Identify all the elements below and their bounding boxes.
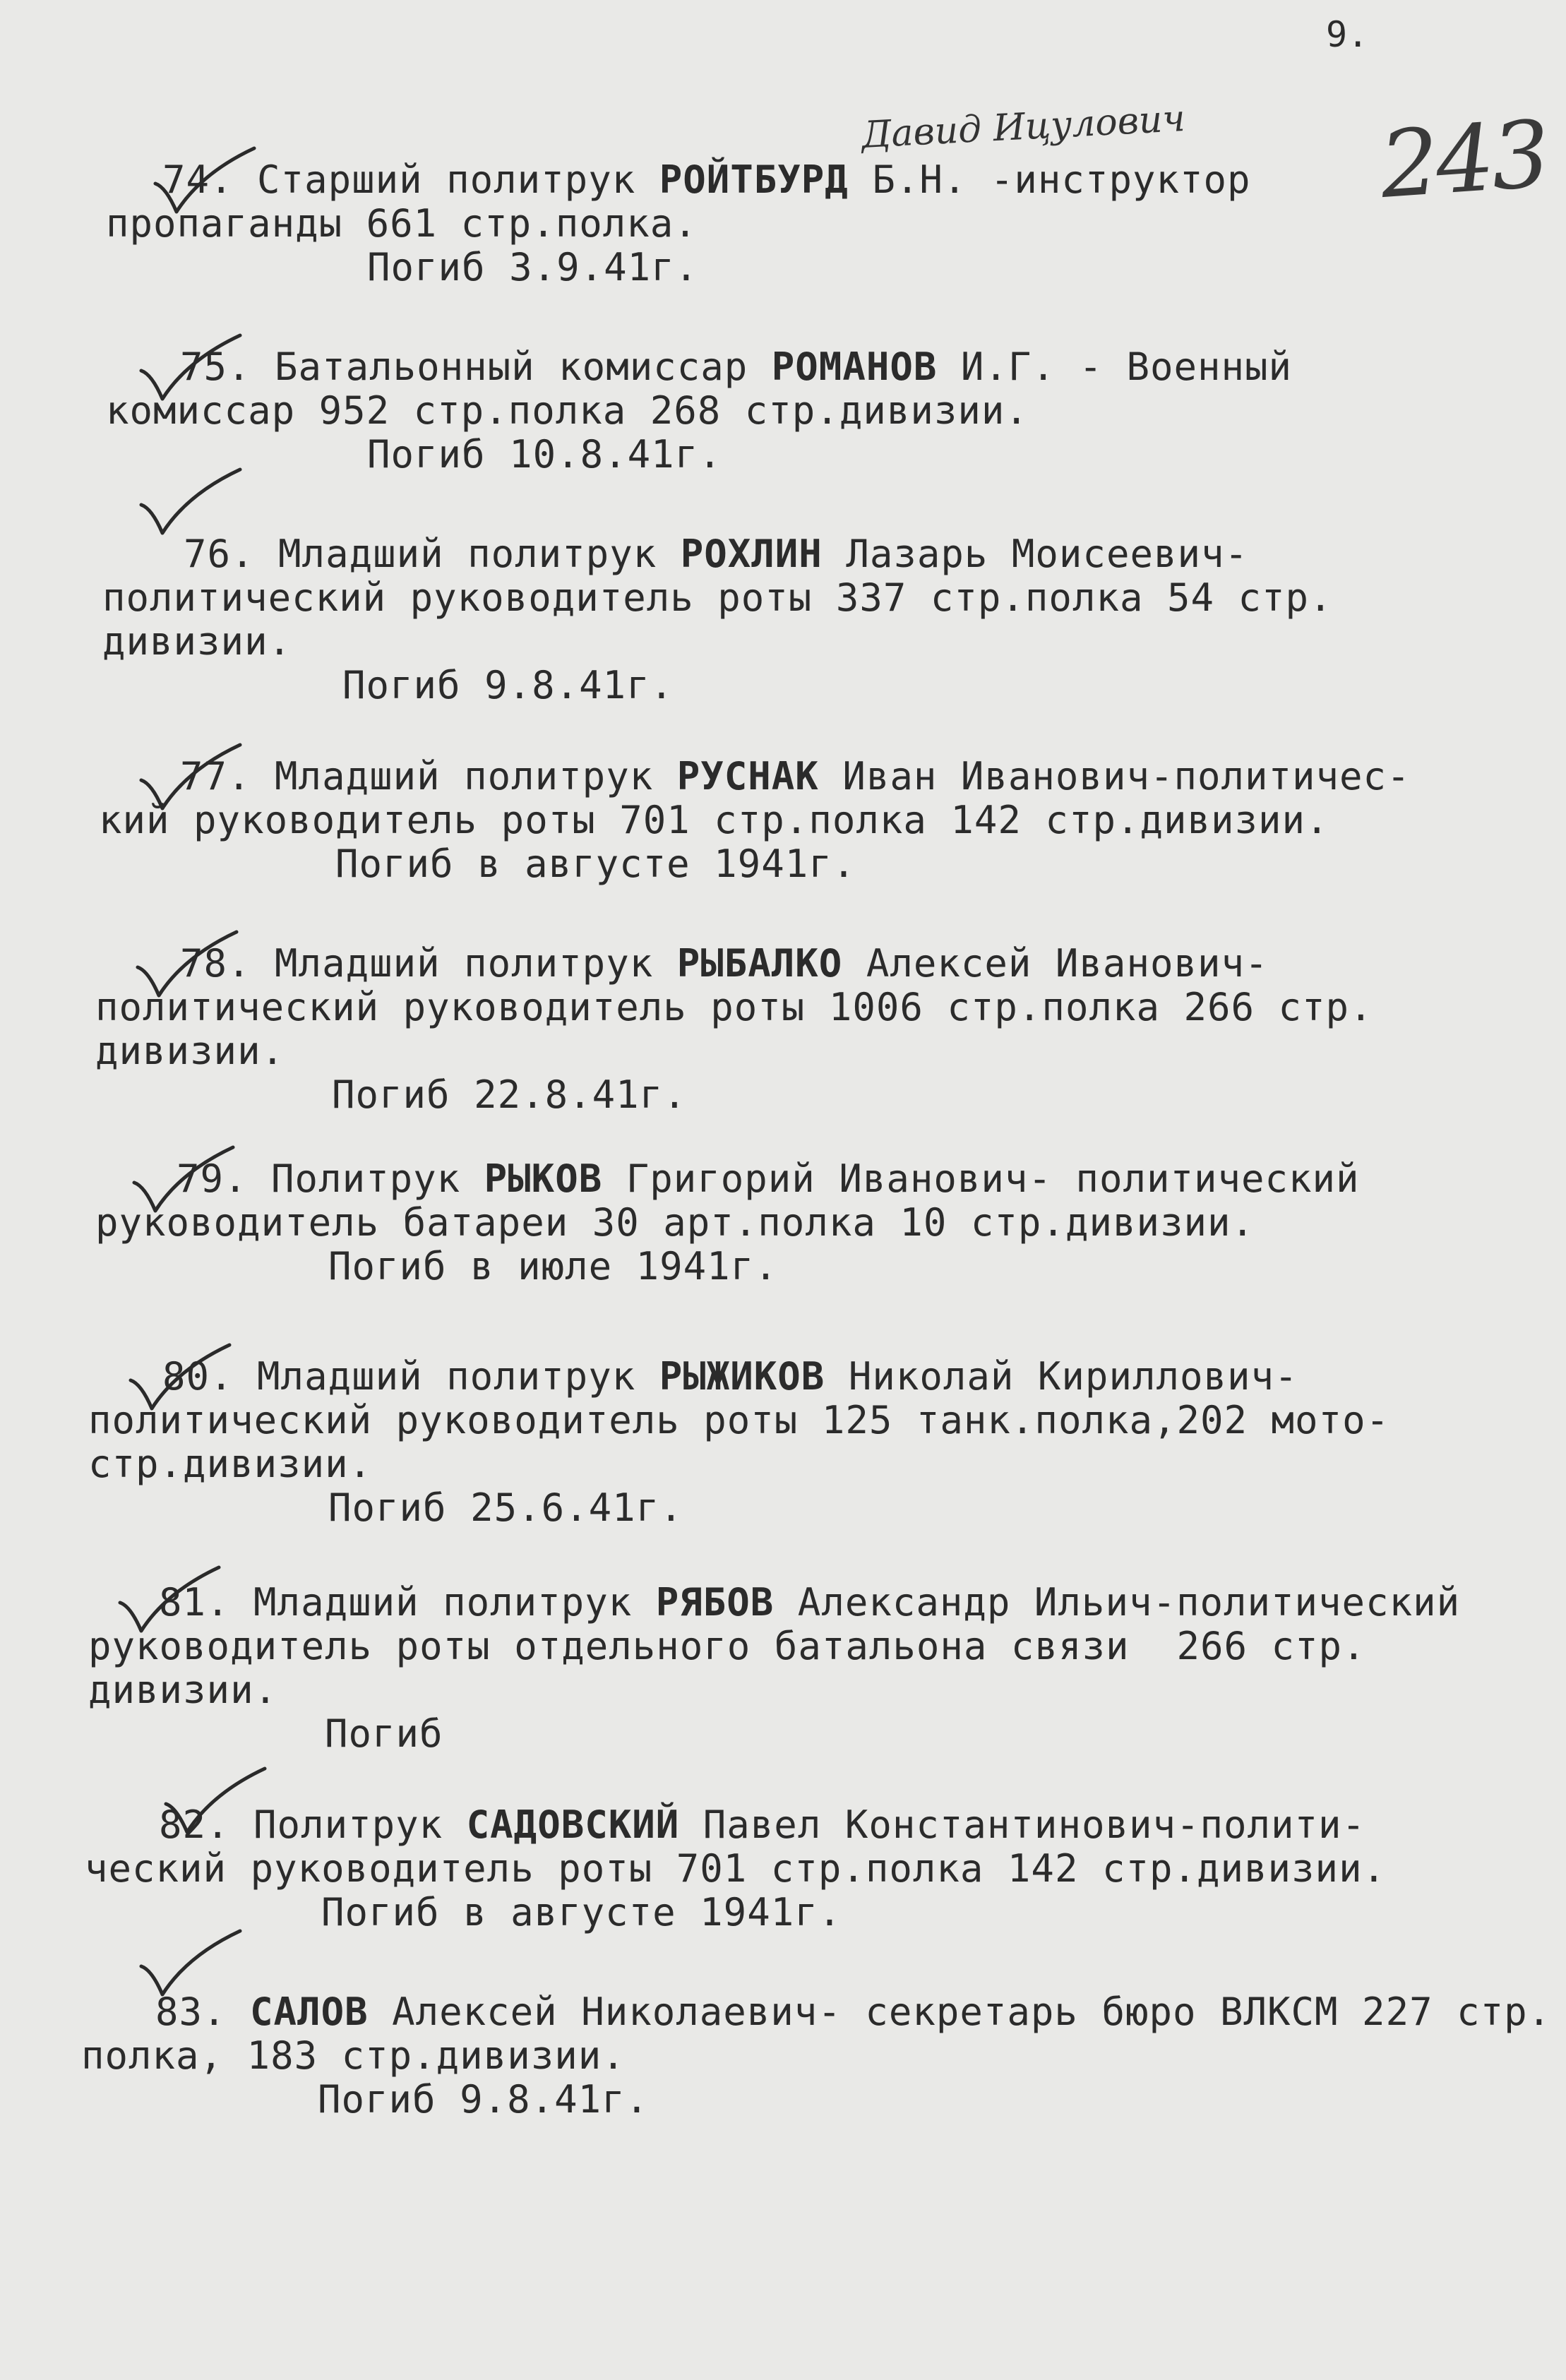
entry-number: 75. bbox=[180, 345, 275, 389]
handwritten-note: Давид Ицулович bbox=[860, 97, 1187, 157]
entry-death-date: Погиб 9.8.41г. bbox=[318, 2077, 650, 2122]
entry-line-2: руководитель батареи 30 арт.полка 10 стр.дивизии. bbox=[95, 1200, 1255, 1245]
check-mark-icon bbox=[127, 1341, 233, 1419]
entry-surname: РЫБАЛКО bbox=[676, 941, 843, 986]
entry-line-1 bbox=[180, 943, 1269, 985]
entry-number: 78. bbox=[180, 941, 275, 986]
check-mark-icon bbox=[134, 928, 240, 1006]
check-mark-icon bbox=[138, 1927, 244, 2005]
entry-death-date: Погиб bbox=[325, 1711, 443, 1756]
entry-name-position: Иван Иванович-политичес- bbox=[818, 754, 1411, 799]
entry-rank: Младший политрук bbox=[278, 532, 681, 576]
entry-line-3: дивизии. bbox=[102, 619, 292, 664]
entry-surname: САДОВСКИЙ bbox=[466, 1802, 680, 1847]
entry-surname: РЫКОВ bbox=[484, 1156, 603, 1201]
entry-number: 77. bbox=[180, 754, 275, 799]
entry-death-date: Погиб в июле 1941г. bbox=[328, 1244, 778, 1288]
check-mark-icon bbox=[131, 1144, 237, 1221]
entry-line-1 bbox=[180, 346, 1292, 388]
entry-line-1 bbox=[159, 1581, 1460, 1624]
entry-rank: Старший политрук bbox=[257, 157, 659, 202]
check-mark-icon bbox=[116, 1564, 222, 1642]
entry-surname: РУСНАК bbox=[676, 754, 819, 799]
entry-surname: РОМАНОВ bbox=[771, 345, 938, 389]
entry-name-position: Лазарь Моисеевич- bbox=[822, 532, 1249, 576]
entry-name-position: Алексей Иванович- bbox=[842, 941, 1269, 986]
entry-name-position: Алексей Николаевич- секретарь бюро ВЛКСМ 227 стр. bbox=[368, 1990, 1552, 2034]
entry-line-2: политический руководитель роты 1006 стр.полка 266 стр. bbox=[95, 985, 1373, 1029]
entry-surname: РЫЖИКОВ bbox=[659, 1354, 825, 1399]
entry-line-2: комиссар 952 стр.полка 268 стр.дивизии. bbox=[106, 388, 1029, 433]
entry-line-1 bbox=[162, 1356, 1298, 1398]
check-mark-icon bbox=[138, 741, 244, 819]
entry-line-2: пропаганды 661 стр.полка. bbox=[106, 201, 698, 246]
check-mark-icon bbox=[152, 145, 258, 222]
entry-number: 76. bbox=[184, 532, 279, 576]
entry-number: 79. bbox=[177, 1156, 272, 1201]
entry-line-3: дивизии. bbox=[95, 1029, 285, 1073]
entry-line-2: политический руководитель роты 337 стр.полка 54 стр. bbox=[102, 575, 1333, 620]
entry-death-date: Погиб 10.8.41г. bbox=[367, 432, 722, 477]
entry-line-1 bbox=[162, 159, 1251, 201]
entry-name-position: Александр Ильич-политический bbox=[774, 1580, 1461, 1625]
entry-rank: Младший политрук bbox=[253, 1580, 656, 1625]
entry-line-3: стр.дивизии. bbox=[88, 1442, 373, 1486]
entry-line-1 bbox=[155, 1991, 1551, 2033]
entry-line-1 bbox=[184, 533, 1248, 575]
check-mark-icon bbox=[162, 1765, 268, 1843]
entry-death-date: Погиб 25.6.41г. bbox=[328, 1485, 683, 1530]
entry-name-position: И.Г. - Военный bbox=[937, 345, 1293, 389]
entry-line-2: кий руководитель роты 701 стр.полка 142 стр.дивизии. bbox=[99, 798, 1329, 842]
archive-folio-number: 243 bbox=[1376, 100, 1551, 220]
entry-rank: Батальонный комиссар bbox=[275, 345, 772, 389]
entry-line-1 bbox=[180, 755, 1411, 798]
entry-rank: Младший политрук bbox=[257, 1354, 659, 1399]
entry-number: 82. bbox=[159, 1802, 254, 1847]
entry-death-date: Погиб 22.8.41г. bbox=[332, 1072, 687, 1117]
entry-number: 81. bbox=[159, 1580, 254, 1625]
entry-surname: РОХЛИН bbox=[680, 532, 823, 576]
entry-name-position: Б.Н. -инструктор bbox=[848, 157, 1251, 202]
entry-name-position: Григорий Иванович- политический bbox=[602, 1156, 1360, 1201]
page-number: 9. bbox=[1326, 14, 1369, 55]
entry-line-2: политический руководитель роты 125 танк.полка,202 мото- bbox=[88, 1398, 1390, 1442]
entry-line-2: полка, 183 стр.дивизии. bbox=[81, 2033, 626, 2078]
entry-line-1 bbox=[159, 1804, 1365, 1846]
entry-rank: Политрук bbox=[253, 1802, 467, 1847]
entry-number: 80. bbox=[162, 1354, 258, 1399]
entry-surname: РОЙТБУРД bbox=[659, 157, 849, 202]
entry-line-2: ческий руководитель роты 701 стр.полка 142 стр.дивизии. bbox=[85, 1846, 1387, 1891]
entry-name-position: Николай Кириллович- bbox=[825, 1354, 1298, 1399]
entry-number: 83. bbox=[155, 1990, 251, 2034]
check-mark-icon bbox=[138, 332, 244, 409]
entry-rank: Младший политрук bbox=[275, 754, 677, 799]
entry-death-date: Погиб 9.8.41г. bbox=[342, 663, 674, 707]
entry-surname: САЛОВ bbox=[250, 1990, 369, 2034]
check-mark-icon bbox=[138, 466, 244, 544]
entry-name-position: Павел Константинович-полити- bbox=[679, 1802, 1366, 1847]
entry-number: 74. bbox=[162, 157, 258, 202]
entry-surname: РЯБОВ bbox=[655, 1580, 775, 1625]
entry-line-1 bbox=[177, 1158, 1360, 1200]
entry-death-date: Погиб в августе 1941г. bbox=[321, 1890, 842, 1935]
entry-line-3: дивизии. bbox=[88, 1668, 278, 1712]
entry-rank: Политрук bbox=[271, 1156, 484, 1201]
entry-death-date: Погиб в августе 1941г. bbox=[335, 842, 856, 886]
entry-death-date: Погиб 3.9.41г. bbox=[367, 245, 699, 289]
entry-line-2: руководитель роты отдельного батальона связи 266 стр. bbox=[88, 1624, 1366, 1668]
entry-rank: Младший политрук bbox=[275, 941, 677, 986]
